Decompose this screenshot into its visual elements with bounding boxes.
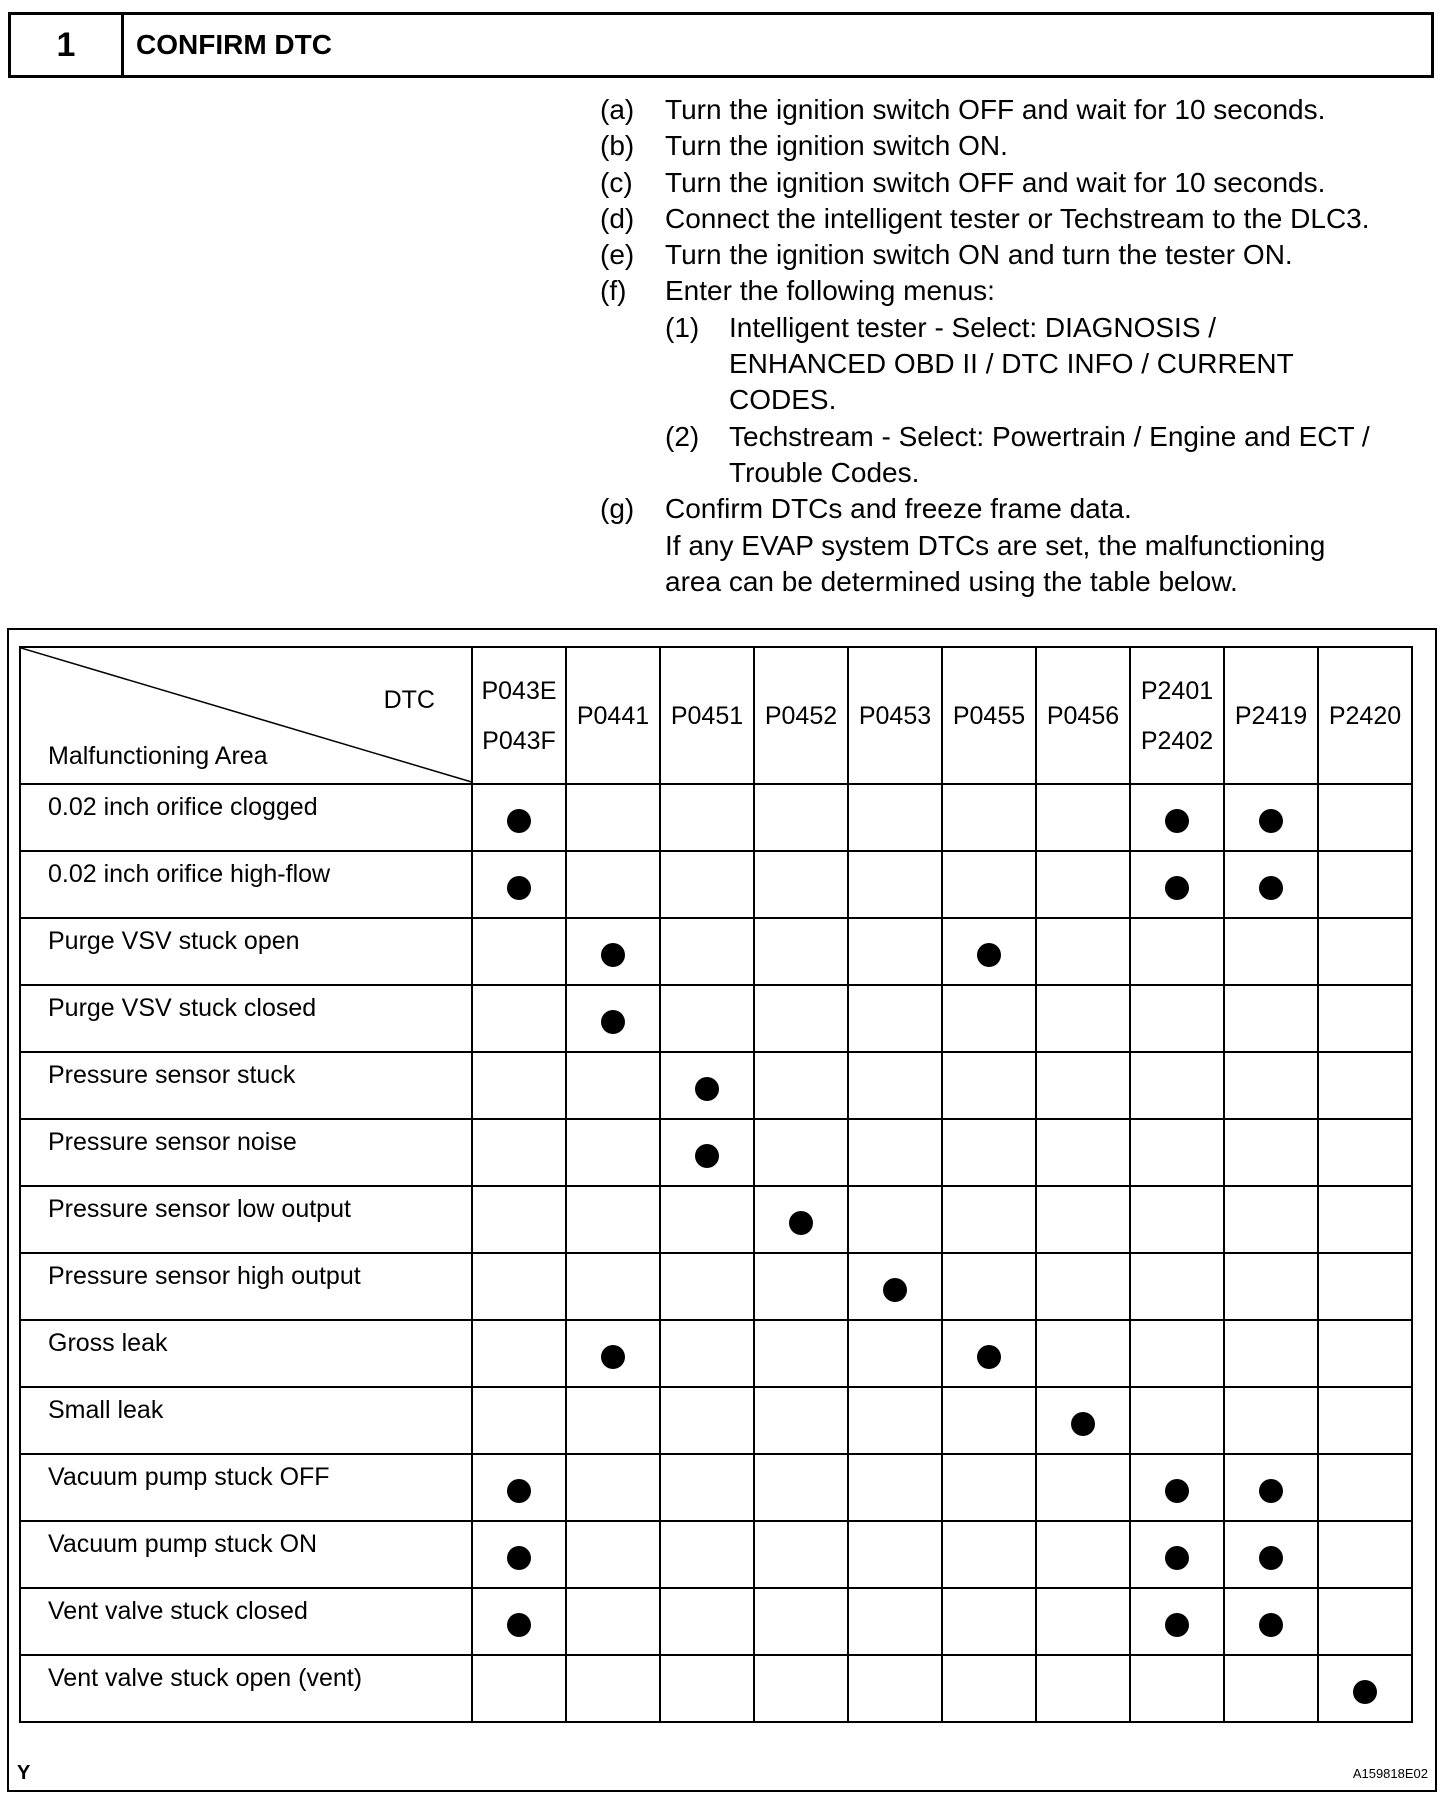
- mark-cell: [1036, 1320, 1130, 1387]
- step-text: [665, 201, 1450, 237]
- applicable-dot-icon: [1071, 1412, 1095, 1436]
- mark-cell: [472, 1521, 566, 1588]
- applicable-dot-icon: [1165, 1613, 1189, 1637]
- mark-cell: [942, 1454, 1036, 1521]
- mark-cell: [848, 851, 942, 918]
- mark-cell: [1318, 985, 1412, 1052]
- mark-cell: [660, 1454, 754, 1521]
- mark-cell: [848, 1454, 942, 1521]
- mark-cell: [1318, 1655, 1412, 1722]
- mark-cell: [1224, 1052, 1318, 1119]
- step-item: [600, 273, 1450, 491]
- dtc-label: DTC: [383, 686, 435, 714]
- step-line: Turn the ignition switch OFF and wait for 10 seconds.: [665, 94, 1326, 125]
- applicable-dot-icon: [601, 1345, 625, 1369]
- mark-cell: [848, 1521, 942, 1588]
- table-row: [20, 1588, 1412, 1655]
- substep-item: [665, 310, 1450, 419]
- applicable-dot-icon: [1165, 809, 1189, 833]
- substep-item: [665, 419, 1450, 492]
- applicable-dot-icon: [1259, 1479, 1283, 1503]
- dtc-column-header: [1130, 647, 1224, 784]
- mark-cell: [660, 985, 754, 1052]
- step-line: Connect the intelligent tester or Techstream to the DLC3.: [665, 202, 1370, 234]
- malfunction-area-cell: Vent valve stuck open (vent): [20, 1655, 472, 1722]
- mark-cell: [1036, 1588, 1130, 1655]
- dtc-column-header: [566, 647, 660, 784]
- mark-cell: [1224, 1588, 1318, 1655]
- malfunction-area-cell: Pressure sensor high output: [20, 1253, 472, 1320]
- mark-cell: [1318, 1253, 1412, 1320]
- table-row: [20, 1454, 1412, 1521]
- malfunction-area-cell: Vacuum pump stuck OFF: [20, 1454, 472, 1521]
- mark-cell: [1224, 1186, 1318, 1253]
- mark-cell: [1036, 1387, 1130, 1454]
- mark-cell: [1224, 1320, 1318, 1387]
- step-label: (c): [600, 166, 633, 198]
- footer-left-mark: Y: [17, 1762, 31, 1784]
- mark-cell: [754, 918, 848, 985]
- substep-line: Intelligent tester - Select: DIAGNOSIS /: [729, 311, 1217, 343]
- mark-cell: [942, 1119, 1036, 1186]
- substep-text: [729, 419, 1450, 492]
- mark-cell: [566, 784, 660, 851]
- mark-cell: [942, 1387, 1036, 1454]
- mark-cell: [1224, 1253, 1318, 1320]
- mark-cell: [1130, 1253, 1224, 1320]
- malfunction-area-cell: Vent valve stuck closed: [20, 1588, 472, 1655]
- step-label: (f): [600, 275, 627, 307]
- table-row: [20, 918, 1412, 985]
- table-row: [20, 851, 1412, 918]
- mark-cell: [566, 1588, 660, 1655]
- mark-cell: [848, 784, 942, 851]
- step-item: [600, 491, 1450, 600]
- applicable-dot-icon: [601, 1010, 625, 1034]
- substep-line: ENHANCED OBD II / DTC INFO / CURRENT: [729, 348, 1294, 380]
- table-row: [20, 1186, 1412, 1253]
- applicable-dot-icon: [1165, 876, 1189, 900]
- substep-line: CODES.: [729, 384, 837, 416]
- mark-cell: [1036, 784, 1130, 851]
- section-title: CONFIRM DTC: [136, 29, 332, 60]
- mark-cell: [566, 1186, 660, 1253]
- dtc-column-header: [848, 647, 942, 784]
- mark-cell: [1224, 1655, 1318, 1722]
- mark-cell: [848, 985, 942, 1052]
- dtc-code: P2401: [1140, 676, 1214, 705]
- mark-cell: [472, 1655, 566, 1722]
- dtc-code: P2420: [1328, 701, 1402, 730]
- applicable-dot-icon: [601, 943, 625, 967]
- mark-cell: [472, 985, 566, 1052]
- mark-cell: [1130, 1186, 1224, 1253]
- step-item: [600, 237, 1450, 273]
- substep-label: (1): [665, 311, 700, 343]
- dtc-column-header: [754, 647, 848, 784]
- step-text: [665, 92, 1450, 128]
- mark-cell: [1318, 1119, 1412, 1186]
- dtc-code: P0441: [576, 701, 650, 730]
- step-line: Turn the ignition switch ON.: [665, 130, 1008, 162]
- mark-cell: [660, 1119, 754, 1186]
- mark-cell: [566, 1655, 660, 1722]
- mark-cell: [566, 1521, 660, 1588]
- mark-cell: [566, 1052, 660, 1119]
- substep-line: Trouble Codes.: [729, 456, 920, 488]
- mark-cell: [1318, 918, 1412, 985]
- mark-cell: [472, 1320, 566, 1387]
- malfunction-area-cell: Gross leak: [20, 1320, 472, 1387]
- mark-cell: [472, 1588, 566, 1655]
- mark-cell: [566, 851, 660, 918]
- mark-cell: [942, 918, 1036, 985]
- step-label: (b): [600, 130, 635, 162]
- mark-cell: [1318, 784, 1412, 851]
- step-line: Turn the ignition switch OFF and wait for 10 seconds.: [665, 166, 1326, 198]
- mark-cell: [754, 851, 848, 918]
- mark-cell: [942, 1052, 1036, 1119]
- mark-cell: [1224, 1521, 1318, 1588]
- mark-cell: [942, 1320, 1036, 1387]
- mark-cell: [660, 1320, 754, 1387]
- step-line: If any EVAP system DTCs are set, the malfunctioning: [665, 529, 1326, 561]
- mark-cell: [942, 1588, 1036, 1655]
- mark-cell: [472, 1186, 566, 1253]
- step-text: [665, 273, 1450, 491]
- table-row: [20, 985, 1412, 1052]
- mark-cell: [754, 1052, 848, 1119]
- step-item: [600, 128, 1450, 164]
- mark-cell: [1036, 1119, 1130, 1186]
- mark-cell: [848, 918, 942, 985]
- mark-cell: [472, 1253, 566, 1320]
- step-text: [665, 491, 1450, 600]
- dtc-code: P0451: [670, 701, 744, 730]
- mark-cell: [1318, 1387, 1412, 1454]
- mark-cell: [848, 1320, 942, 1387]
- table-row: [20, 1521, 1412, 1588]
- dtc-code: P0456: [1046, 701, 1120, 730]
- table-row: [20, 1052, 1412, 1119]
- step-text: [665, 128, 1450, 164]
- dtc-column-header: [472, 647, 566, 784]
- mark-cell: [754, 1387, 848, 1454]
- mark-cell: [1318, 851, 1412, 918]
- dtc-column-header: [660, 647, 754, 784]
- mark-cell: [754, 1588, 848, 1655]
- applicable-dot-icon: [977, 1345, 1001, 1369]
- table-header-row: [20, 647, 1412, 784]
- mark-cell: [566, 1387, 660, 1454]
- mark-cell: [472, 851, 566, 918]
- section-header: [8, 12, 1434, 78]
- mark-cell: [566, 1119, 660, 1186]
- mark-cell: [754, 985, 848, 1052]
- mark-cell: [660, 851, 754, 918]
- table-row: [20, 1320, 1412, 1387]
- mark-cell: [472, 1454, 566, 1521]
- mark-cell: [942, 1186, 1036, 1253]
- mark-cell: [660, 784, 754, 851]
- step-text: [665, 237, 1450, 273]
- mark-cell: [1036, 1186, 1130, 1253]
- substep-text: [729, 310, 1450, 419]
- mark-cell: [848, 1253, 942, 1320]
- mark-cell: [472, 1119, 566, 1186]
- mark-cell: [1318, 1186, 1412, 1253]
- step-line: area can be determined using the table below.: [665, 565, 1238, 597]
- mark-cell: [1224, 1454, 1318, 1521]
- mark-cell: [660, 1521, 754, 1588]
- mark-cell: [660, 1253, 754, 1320]
- step-label: (e): [600, 239, 635, 271]
- applicable-dot-icon: [1259, 809, 1283, 833]
- mark-cell: [1130, 1588, 1224, 1655]
- applicable-dot-icon: [1259, 1613, 1283, 1637]
- applicable-dot-icon: [507, 1613, 531, 1637]
- mark-cell: [942, 1521, 1036, 1588]
- mark-cell: [1224, 1119, 1318, 1186]
- dtc-matrix-table: [19, 646, 1413, 1723]
- mark-cell: [1224, 985, 1318, 1052]
- applicable-dot-icon: [507, 1546, 531, 1570]
- mark-cell: [848, 1588, 942, 1655]
- mark-cell: [848, 1119, 942, 1186]
- mark-cell: [1036, 851, 1130, 918]
- mark-cell: [660, 1052, 754, 1119]
- applicable-dot-icon: [507, 809, 531, 833]
- mark-cell: [1036, 1454, 1130, 1521]
- dtc-column-header: [1224, 647, 1318, 784]
- applicable-dot-icon: [1259, 876, 1283, 900]
- mark-cell: [1130, 1320, 1224, 1387]
- dtc-code: P2402: [1140, 726, 1214, 755]
- mark-cell: [1318, 1588, 1412, 1655]
- mark-cell: [660, 1655, 754, 1722]
- mark-cell: [660, 1387, 754, 1454]
- dtc-code: P2419: [1234, 701, 1308, 730]
- mark-cell: [754, 1655, 848, 1722]
- applicable-dot-icon: [1259, 1546, 1283, 1570]
- mark-cell: [566, 1454, 660, 1521]
- figure-id: A159818E02: [1352, 1766, 1428, 1781]
- mark-cell: [566, 985, 660, 1052]
- malfunction-area-cell: Pressure sensor noise: [20, 1119, 472, 1186]
- mark-cell: [848, 1052, 942, 1119]
- mark-cell: [848, 1655, 942, 1722]
- step-item: [600, 201, 1450, 237]
- dtc-column-header: [942, 647, 1036, 784]
- mark-cell: [472, 918, 566, 985]
- applicable-dot-icon: [789, 1211, 813, 1235]
- mark-cell: [1318, 1052, 1412, 1119]
- step-label: (g): [600, 493, 635, 525]
- step-line: Enter the following menus:: [665, 275, 995, 307]
- malfunctioning-area-label: Malfunctioning Area: [48, 742, 268, 770]
- mark-cell: [1318, 1454, 1412, 1521]
- mark-cell: [1224, 784, 1318, 851]
- mark-cell: [754, 1521, 848, 1588]
- mark-cell: [1224, 918, 1318, 985]
- table-row: [20, 1253, 1412, 1320]
- applicable-dot-icon: [695, 1144, 719, 1168]
- mark-cell: [660, 1588, 754, 1655]
- mark-cell: [754, 1454, 848, 1521]
- mark-cell: [1130, 851, 1224, 918]
- mark-cell: [1130, 1052, 1224, 1119]
- mark-cell: [1036, 1521, 1130, 1588]
- dtc-code: P043E: [481, 676, 557, 705]
- step-label: (a): [600, 94, 635, 125]
- mark-cell: [1318, 1521, 1412, 1588]
- malfunction-area-cell: Purge VSV stuck closed: [20, 985, 472, 1052]
- mark-cell: [660, 1186, 754, 1253]
- dtc-column-header: [1318, 647, 1412, 784]
- dtc-code: P0453: [858, 701, 932, 730]
- step-line: Turn the ignition switch ON and turn the tester ON.: [665, 239, 1293, 271]
- applicable-dot-icon: [883, 1278, 907, 1302]
- mark-cell: [566, 1320, 660, 1387]
- mark-cell: [942, 1655, 1036, 1722]
- mark-cell: [942, 851, 1036, 918]
- malfunction-area-cell: Small leak: [20, 1387, 472, 1454]
- table-row: [20, 1655, 1412, 1722]
- mark-cell: [754, 1253, 848, 1320]
- malfunction-area-cell: 0.02 inch orifice high-flow: [20, 851, 472, 918]
- substep-label: (2): [665, 420, 700, 452]
- step-label: (d): [600, 202, 635, 234]
- applicable-dot-icon: [695, 1077, 719, 1101]
- step-item: [600, 92, 1450, 128]
- dtc-code: P0452: [764, 701, 838, 730]
- mark-cell: [1130, 1655, 1224, 1722]
- malfunction-area-cell: 0.02 inch orifice clogged: [20, 784, 472, 851]
- mark-cell: [942, 1253, 1036, 1320]
- step-item: [600, 165, 1450, 201]
- mark-cell: [1036, 918, 1130, 985]
- table-row: [20, 1119, 1412, 1186]
- applicable-dot-icon: [507, 1479, 531, 1503]
- applicable-dot-icon: [1165, 1479, 1189, 1503]
- mark-cell: [1036, 1655, 1130, 1722]
- mark-cell: [942, 784, 1036, 851]
- malfunction-area-cell: Pressure sensor low output: [20, 1186, 472, 1253]
- mark-cell: [1036, 1052, 1130, 1119]
- procedure-steps: [600, 92, 1450, 600]
- mark-cell: [472, 784, 566, 851]
- mark-cell: [660, 918, 754, 985]
- mark-cell: [1224, 851, 1318, 918]
- mark-cell: [848, 1387, 942, 1454]
- dtc-code: P043F: [482, 726, 556, 755]
- mark-cell: [1130, 1119, 1224, 1186]
- mark-cell: [1130, 1387, 1224, 1454]
- applicable-dot-icon: [977, 943, 1001, 967]
- mark-cell: [472, 1052, 566, 1119]
- mark-cell: [472, 1387, 566, 1454]
- applicable-dot-icon: [507, 876, 531, 900]
- mark-cell: [1130, 1454, 1224, 1521]
- mark-cell: [1036, 1253, 1130, 1320]
- applicable-dot-icon: [1353, 1680, 1377, 1704]
- mark-cell: [1318, 1320, 1412, 1387]
- malfunction-area-cell: Vacuum pump stuck ON: [20, 1521, 472, 1588]
- mark-cell: [1130, 985, 1224, 1052]
- mark-cell: [1130, 1521, 1224, 1588]
- step-line: Confirm DTCs and freeze frame data.: [665, 493, 1132, 525]
- mark-cell: [1036, 985, 1130, 1052]
- mark-cell: [566, 918, 660, 985]
- applicable-dot-icon: [1165, 1546, 1189, 1570]
- step-number: 1: [11, 15, 124, 75]
- table-row: [20, 784, 1412, 851]
- step-text: [665, 165, 1450, 201]
- mark-cell: [754, 1186, 848, 1253]
- mark-cell: [566, 1253, 660, 1320]
- mark-cell: [942, 985, 1036, 1052]
- mark-cell: [754, 1119, 848, 1186]
- malfunction-area-cell: Purge VSV stuck open: [20, 918, 472, 985]
- table-row: [20, 1387, 1412, 1454]
- corner-header: [20, 647, 472, 784]
- malfunction-area-cell: Pressure sensor stuck: [20, 1052, 472, 1119]
- mark-cell: [754, 1320, 848, 1387]
- mark-cell: [1130, 918, 1224, 985]
- mark-cell: [1130, 784, 1224, 851]
- mark-cell: [1224, 1387, 1318, 1454]
- dtc-column-header: [1036, 647, 1130, 784]
- substep-line: Techstream - Select: Powertrain / Engine and ECT /: [729, 420, 1370, 452]
- dtc-code: P0455: [952, 701, 1026, 730]
- mark-cell: [754, 784, 848, 851]
- mark-cell: [848, 1186, 942, 1253]
